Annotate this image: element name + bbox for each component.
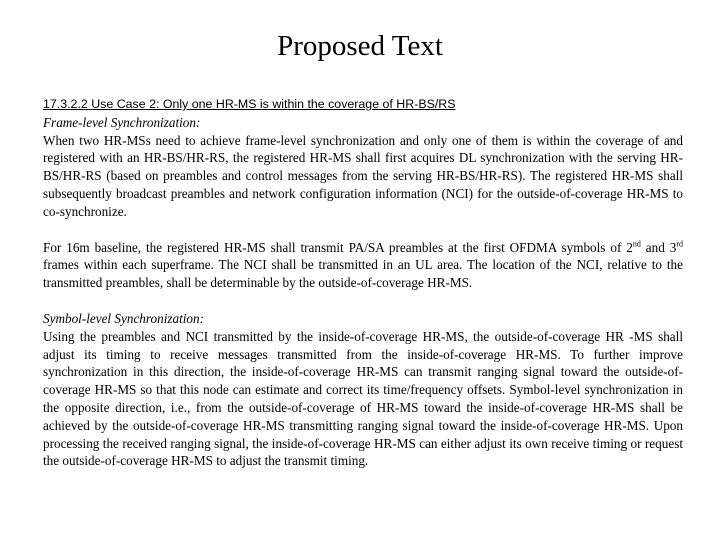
frame-level-heading: Frame-level Synchronization: <box>43 114 201 130</box>
document-body <box>43 96 683 470</box>
frame-level-paragraph: When two HR-MSs need to achieve frame-level synchronization and only one of them is within the coverage of and registered with an HR-BS/HR-RS, the registered HR-MS shall first acquires DL synchronization with the serving HR-BS/HR-RS (based on preambles and control messages from the serving HR-BS/HR-RS). The registered HR-MS shall subsequently broadcast preambles and network configuration information (NCI) for the outside-of-coverage HR-MS to co-synchronize. <box>43 132 683 219</box>
paragraph-gap <box>43 221 683 239</box>
ordinal-suffix-rd: rd <box>676 239 683 249</box>
ordinal-suffix-nd: nd <box>632 239 641 249</box>
symbol-level-heading: Symbol-level Synchronization: <box>43 310 205 326</box>
baseline-text-1: For 16m baseline, the registered HR-MS shall transmit PA/SA preambles at the first OFDMA symbols of 2 <box>43 239 633 255</box>
paragraph-gap <box>43 292 683 310</box>
section-heading: 17.3.2.2 Use Case 2: Only one HR-MS is within the coverage of HR-BS/RS <box>43 97 456 111</box>
symbol-level-paragraph: Using the preambles and NCI transmitted by the inside-of-coverage HR-MS, the outside-of-coverage HR -MS shall adjust its timing to receive messages transmitted from the inside-of-coverage HR-MS. To further improve synchronization in this direction, the inside-of-coverage HR-MS can transmit ranging signal toward the outside-of-coverage HR-MS so that this node can estimate and correct its time/frequency offsets. Symbol-level synchronization in the opposite direction, i.e., from the outside-of-coverage of HR-MS toward the inside-of-coverage HR-MS shall be achieved by the outside-of-coverage HR-MS transmitting ranging signal toward the inside-of-coverage HR-MS. Upon processing the received ranging signal, the inside-of-coverage HR-MS can either adjust its own receive timing or request the outside-of-coverage HR-MS to adjust the transmit timing. <box>43 328 683 469</box>
baseline-text-3: frames within each superframe. The NCI shall be transmitted in an UL area. The location of the NCI, relative to the transmitted preambles, shall be determinable by the outside-of-coverage HR-MS. <box>43 257 683 291</box>
baseline-text-2: and 3 <box>640 239 677 255</box>
page-title: Proposed Text <box>277 30 443 62</box>
baseline-paragraph <box>43 239 683 292</box>
